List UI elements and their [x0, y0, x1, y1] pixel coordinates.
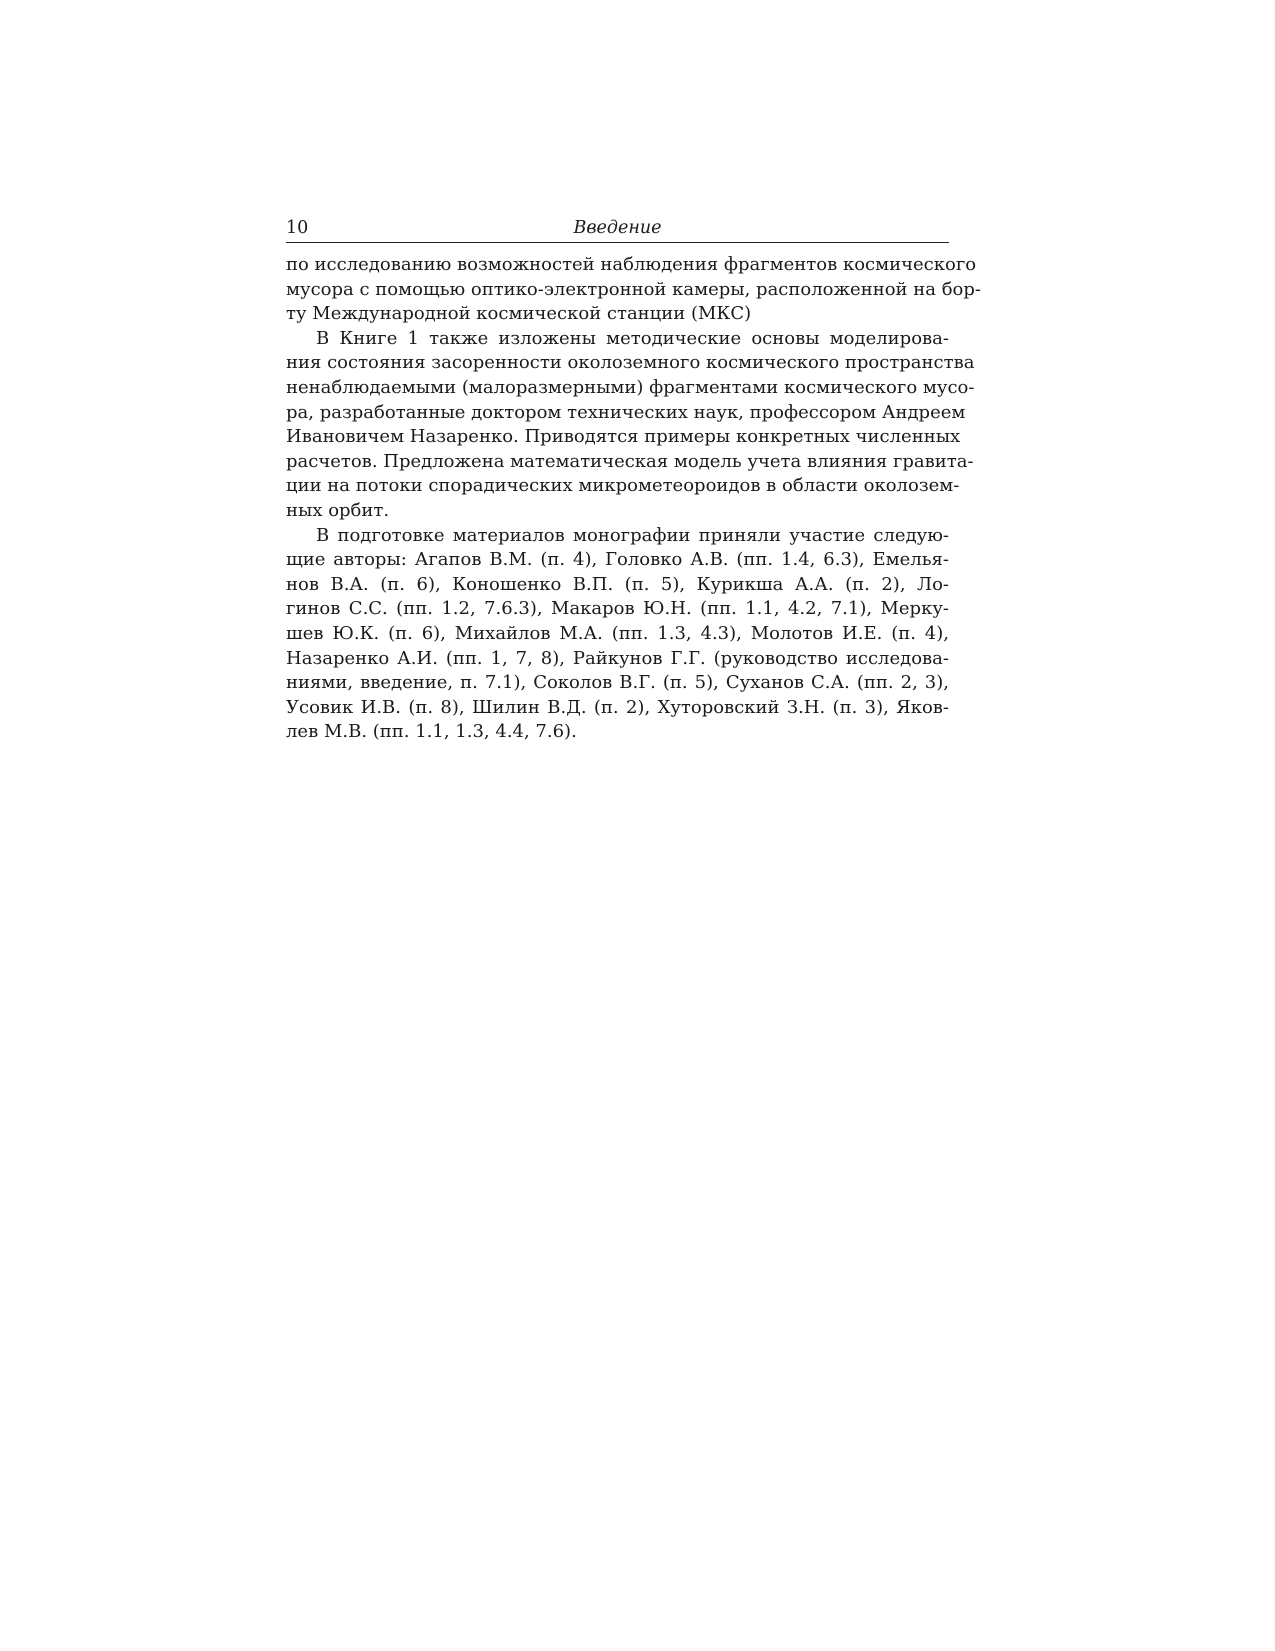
- text-line: щие авторы: Агапов В.М. (п. 4), Головко А.В. (пп. 1.4, 6.3), Емелья-: [286, 549, 949, 571]
- text-line: ра, разработанные доктором технических наук, профессором Андреем: [286, 401, 966, 423]
- text-line: ту Международной космической станции (МКС): [286, 303, 752, 325]
- text-line: Усовик И.В. (п. 8), Шилин В.Д. (п. 2), Хуторовский З.Н. (п. 3), Яков-: [286, 696, 949, 718]
- text-line: нов В.А. (п. 6), Коношенко В.П. (п. 5), Курикша А.А. (п. 2), Ло-: [286, 573, 949, 595]
- body-text: [286, 253, 981, 745]
- text-line: ниями, введение, п. 7.1), Соколов В.Г. (п. 5), Суханов С.А. (пп. 2, 3),: [286, 672, 949, 694]
- text-line: шев Ю.К. (п. 6), Михайлов М.А. (пп. 1.3, 4.3), Молотов И.Е. (п. 4),: [286, 622, 949, 644]
- text-line: ния состояния засоренности околоземного космического пространства: [286, 352, 975, 374]
- text-line: В Книге 1 также изложены методические основы моделирова-: [316, 327, 949, 349]
- text-line: мусора с помощью оптико-электронной камеры, расположенной на бор-: [286, 278, 981, 300]
- paragraph: [286, 327, 975, 524]
- page-number: 10: [286, 218, 309, 238]
- text-line: расчетов. Предложена математическая модель учета влияния гравита-: [286, 450, 974, 472]
- text-line: Назаренко А.И. (пп. 1, 7, 8), Райкунов Г.Г. (руководство исследова-: [286, 647, 949, 669]
- text-line: гинов С.С. (пп. 1.2, 7.6.3), Макаров Ю.Н. (пп. 1.1, 4.2, 7.1), Мерку-: [286, 598, 949, 620]
- text-line: Ивановичем Назаренко. Приводятся примеры конкретных численных: [286, 426, 961, 448]
- paragraph: [286, 524, 949, 745]
- text-line: лев М.В. (пп. 1.1, 1.3, 4.4, 7.6).: [286, 721, 577, 743]
- book-page: [286, 218, 981, 745]
- text-line: по исследованию возможностей наблюдения фрагментов космического: [286, 254, 977, 275]
- text-line: ных орбит.: [286, 499, 390, 521]
- running-header: [286, 218, 949, 243]
- paragraph: [286, 253, 981, 327]
- text-line: ции на потоки спорадических микрометеороидов в области околозем-: [286, 475, 960, 497]
- section-title: Введение: [573, 218, 662, 238]
- text-line: В подготовке материалов монографии приняли участие следую-: [316, 524, 949, 546]
- text-line: ненаблюдаемыми (малоразмерными) фрагментами космического мусо-: [286, 376, 975, 398]
